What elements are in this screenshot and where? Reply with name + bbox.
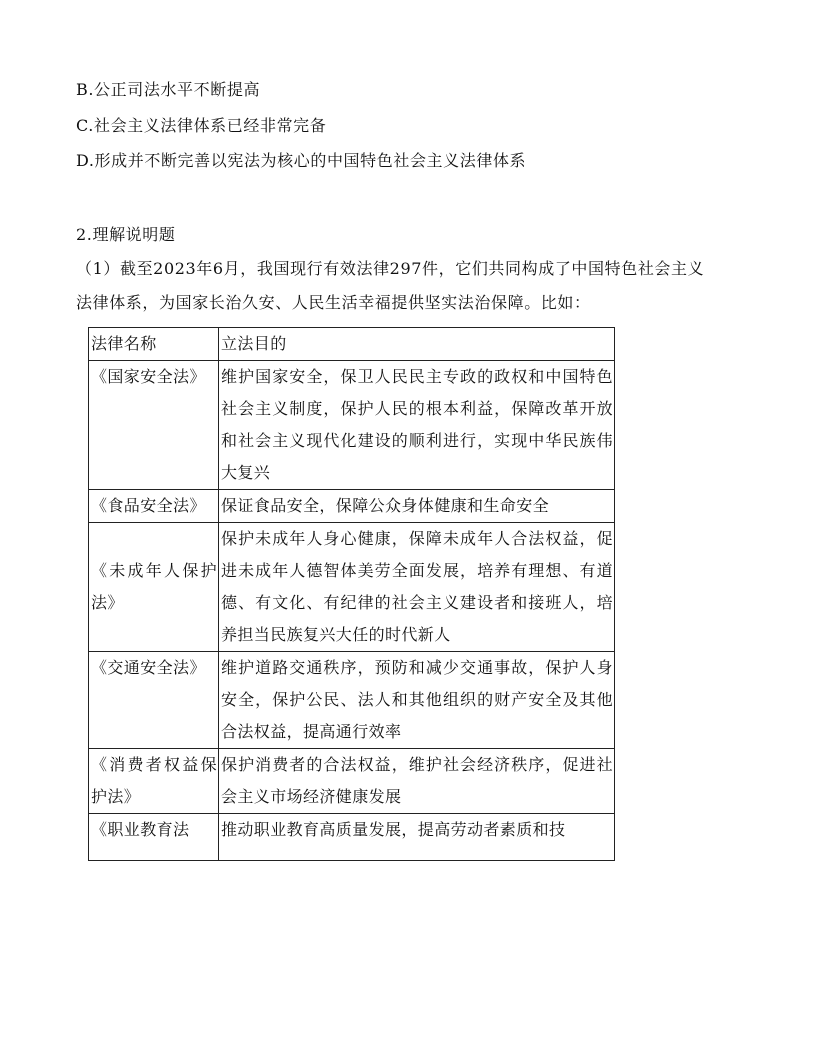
section-title: 2.理解说明题 xyxy=(76,225,176,244)
laws-table xyxy=(88,327,615,861)
option-label: C. xyxy=(76,116,94,135)
law-name: 《交通安全法》 xyxy=(89,652,219,749)
law-name: 《未成年人保护法》 xyxy=(89,523,219,652)
option-label: B. xyxy=(76,80,95,99)
option-text: 形成并不断完善以宪法为核心的中国特色社会主义法律体系 xyxy=(94,151,527,170)
table-row xyxy=(89,652,615,749)
law-name: 《职业教育法 xyxy=(89,814,219,861)
option-text: 公正司法水平不断提高 xyxy=(94,80,261,99)
table-row xyxy=(89,814,615,861)
law-purpose: 保护未成年人身心健康，保障未成年人合法权益，促进未成年人德智体美劳全面发展，培养有理想、有道德、有文化、有纪律的社会主义建设者和接班人，培养担当民族复兴大任的时代新人 xyxy=(219,523,615,652)
law-name: 《食品安全法》 xyxy=(89,490,219,523)
law-name: 《消费者权益保护法》 xyxy=(89,749,219,814)
table-row xyxy=(89,361,615,490)
option-d xyxy=(76,151,526,171)
option-text: 社会主义法律体系已经非常完备 xyxy=(93,116,327,135)
law-purpose: 保护消费者的合法权益，维护社会经济秩序，促进社会主义市场经济健康发展 xyxy=(219,749,615,814)
law-purpose: 推动职业教育高质量发展，提高劳动者素质和技 xyxy=(219,814,615,861)
table-row xyxy=(89,490,615,523)
option-c xyxy=(76,116,326,136)
header-law-name: 法律名称 xyxy=(89,328,219,361)
header-purpose: 立法目的 xyxy=(219,328,615,361)
option-label: D. xyxy=(76,151,95,170)
table-row xyxy=(89,749,615,814)
law-purpose: 保证食品安全，保障公众身体健康和生命安全 xyxy=(219,490,615,523)
table-row xyxy=(89,523,615,652)
table-header-row xyxy=(89,328,615,361)
option-b xyxy=(76,80,260,100)
section-intro: （1）截至2023年6月，我国现行有效法律297件，它们共同构成了中国特色社会主义法律体系，为国家长治久安、人民生活幸福提供坚实法治保障。比如： xyxy=(76,259,705,312)
law-name: 《国家安全法》 xyxy=(89,361,219,490)
law-purpose: 维护道路交通秩序，预防和减少交通事故，保护人身安全，保护公民、法人和其他组织的财产安全及其他合法权益，提高通行效率 xyxy=(219,652,615,749)
law-purpose: 维护国家安全，保卫人民民主专政的政权和中国特色社会主义制度，保护人民的根本利益，保障改革开放和社会主义现代化建设的顺利进行，实现中华民族伟大复兴 xyxy=(219,361,615,490)
